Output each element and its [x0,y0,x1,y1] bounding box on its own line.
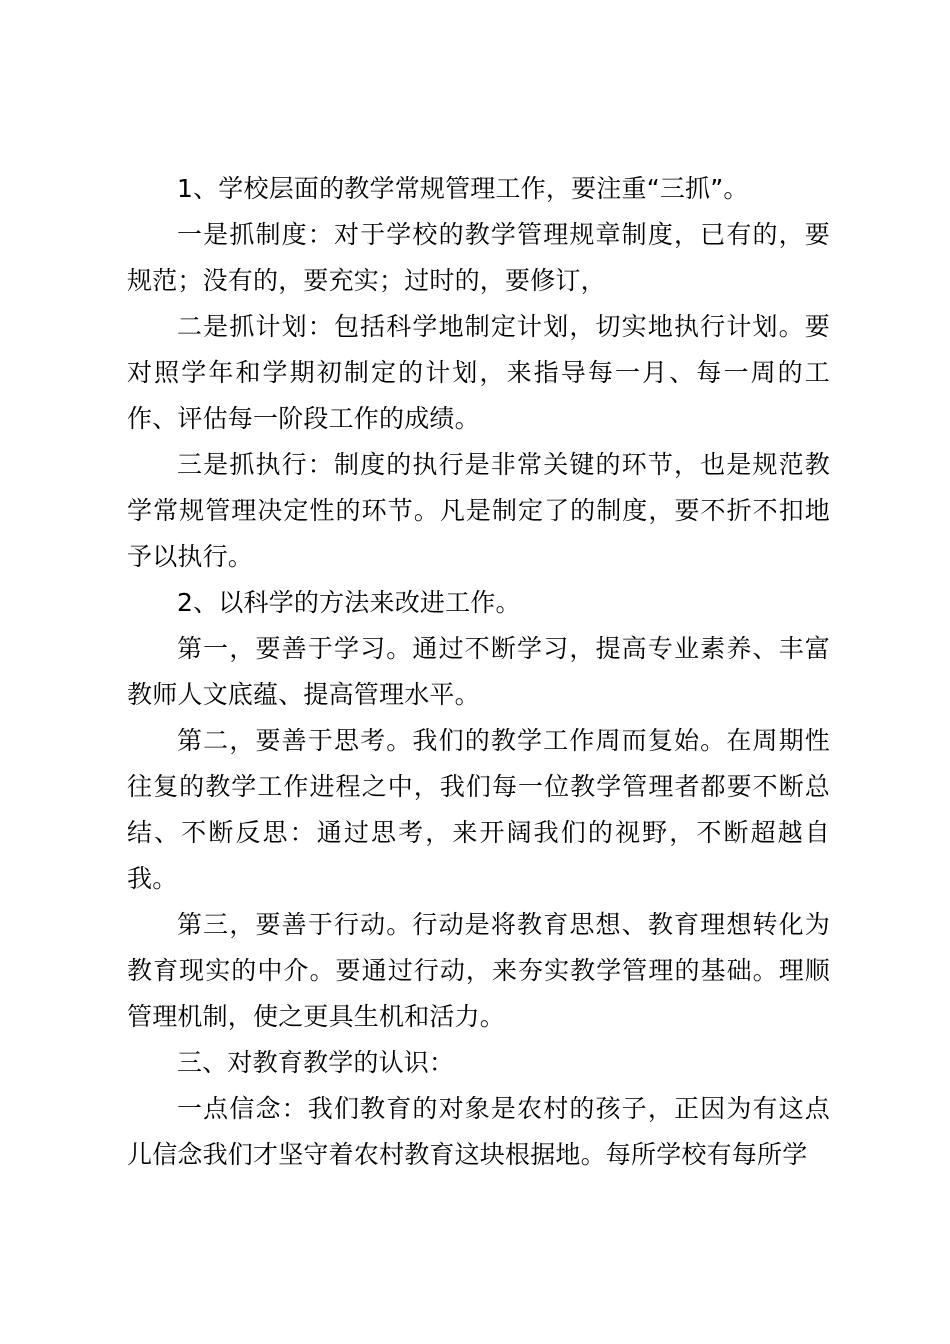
paragraph-10: 一点信念：我们教育的对象是农村的孩子，正因为有这点儿信念我们才坚守着农村教育这块根据地。每所学校有每所学 [127,1094,830,1169]
paragraph-5: 2、以科学的方法来改进工作。 [177,588,521,617]
paragraph-4: 三是抓执行：制度的执行是非常关键的环节，也是规范教学常规管理决定性的环节。凡是制定了的制度，要不折不扣地予以执行。 [127,450,830,571]
paragraph-8: 第三，要善于行动。行动是将教育思想、教育理想转化为教育现实的中介。要通过行动，来夯实教学管理的基础。理顺管理机制，使之更具生机和活力。 [127,910,830,1031]
paragraph-6: 第一，要善于学习。通过不断学习，提高专业素养、丰富教师人文底蕴、提高管理水平。 [127,634,830,709]
paragraph-3: 二是抓计划：包括科学地制定计划，切实地执行计划。要对照学年和学期初制定的计划，来指导每一月、每一周的工作、评估每一阶段工作的成绩。 [127,312,830,433]
paragraph-1: 1、学校层面的教学常规管理工作，要注重“三抓”。 [177,174,749,203]
paragraph-2: 一是抓制度：对于学校的教学管理规章制度，已有的，要规范；没有的，要充实；过时的，要修订， [127,220,830,295]
paragraph-7: 第二，要善于思考。我们的教学工作周而复始。在周期性往复的教学工作进程之中，我们每一位教学管理者都要不断总结、不断反思：通过思考，来开阔我们的视野，不断超越自我。 [127,726,830,893]
document-body [127,166,830,1178]
paragraph-9: 三、对教育教学的认识： [177,1048,455,1077]
